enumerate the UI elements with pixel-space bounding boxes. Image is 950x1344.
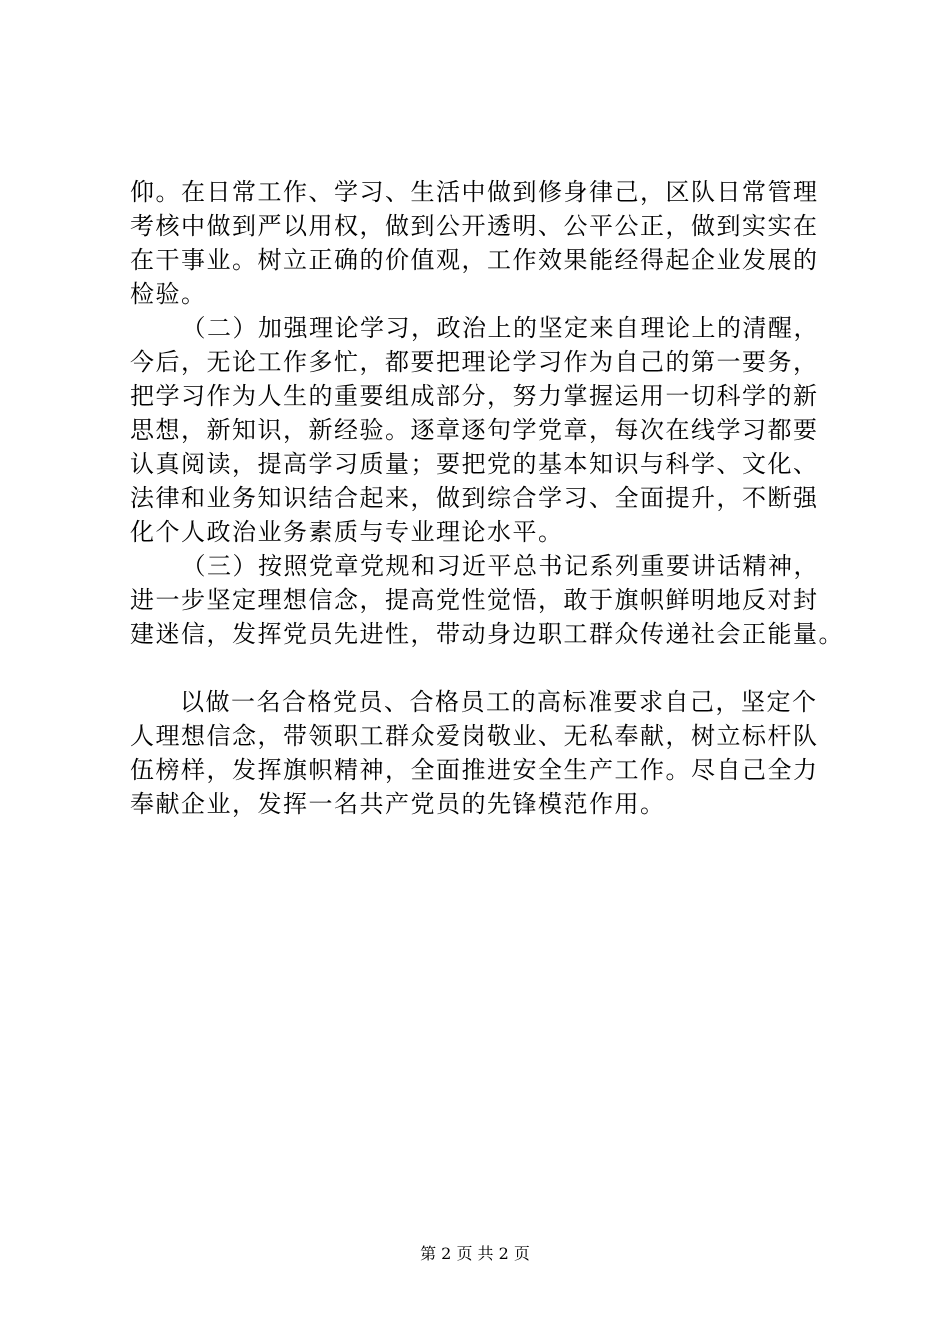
page-number-footer: 第 2 页 共 2 页 <box>420 1244 530 1263</box>
closing-paragraph-first-line: 以做一名合格党员、合格员工的高标准要求自己，坚定个 <box>180 688 818 716</box>
body-text-line: 认真阅读，提高学习质量；要把党的基本知识与科学、文化、 <box>130 450 819 478</box>
body-text-line: 把学习作为人生的重要组成部分，努力掌握运用一切科学的新 <box>130 382 819 410</box>
body-text-line: 检验。 <box>130 280 207 308</box>
body-text-line: 人理想信念，带领职工群众爱岗敬业、无私奉献，树立标杆队 <box>130 722 819 750</box>
body-text-line: 仰。在日常工作、学习、生活中做到修身律己，区队日常管理 <box>130 178 819 206</box>
body-text-line: 法律和业务知识结合起来，做到综合学习、全面提升，不断强 <box>130 484 819 512</box>
body-text-line: 思想，新知识，新经验。逐章逐句学党章，每次在线学习都要 <box>130 416 819 444</box>
body-text-line: 进一步坚定理想信念，提高党性觉悟，敢于旗帜鲜明地反对封 <box>130 586 819 614</box>
body-text-line: 考核中做到严以用权，做到公开透明、公平公正，做到实实在 <box>130 212 819 240</box>
section-3-heading-line: （三）按照党章党规和习近平总书记系列重要讲话精神， <box>168 552 819 580</box>
body-text-line: 奉献企业，发挥一名共产党员的先锋模范作用。 <box>130 790 666 818</box>
body-text-line: 伍榜样，发挥旗帜精神，全面推进安全生产工作。尽自己全力 <box>130 756 819 784</box>
section-2-heading-line: （二）加强理论学习，政治上的坚定来自理论上的清醒， <box>168 314 819 342</box>
body-text-line: 化个人政治业务素质与专业理论水平。 <box>130 518 564 546</box>
body-text-line: 建迷信，发挥党员先进性，带动身边职工群众传递社会正能量。 <box>130 620 844 648</box>
body-text-line: 今后，无论工作多忙，都要把理论学习作为自己的第一要务， <box>130 348 819 376</box>
body-text-line: 在干事业。树立正确的价值观，工作效果能经得起企业发展的 <box>130 246 819 274</box>
